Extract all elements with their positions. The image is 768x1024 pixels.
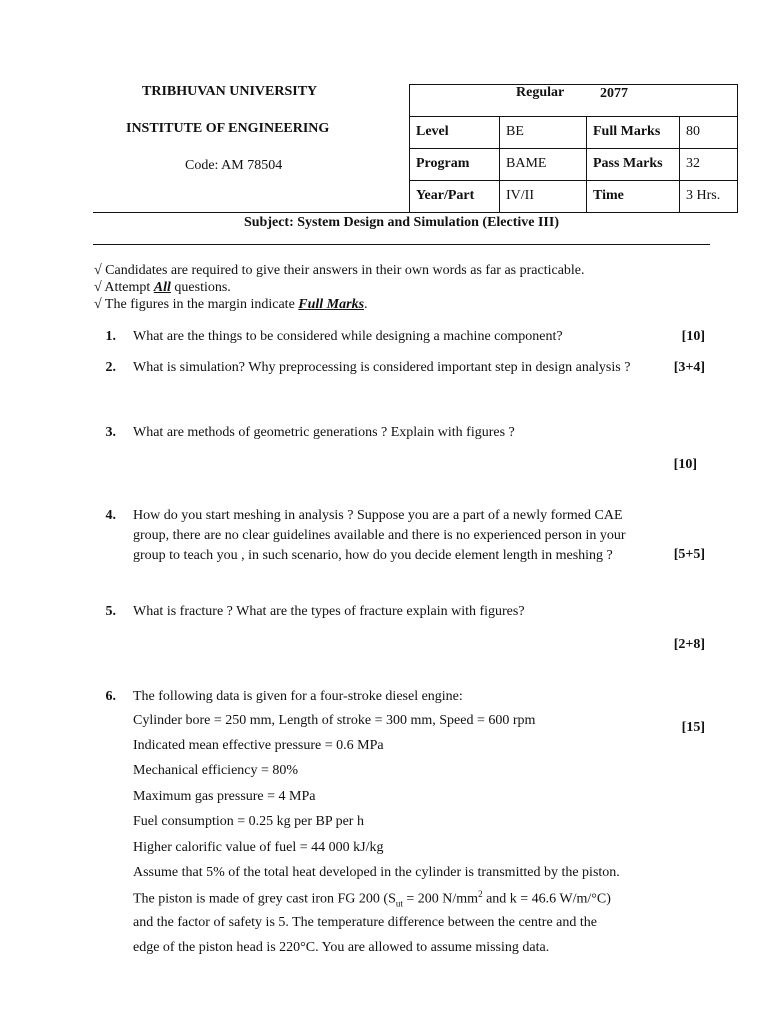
table-cell-value: 3 Hrs. xyxy=(679,181,737,213)
question-marks: [15] xyxy=(681,720,705,735)
table-cell-label: Program xyxy=(416,156,470,171)
subject-code: Code: AM 78504 xyxy=(185,158,283,173)
instruction-text: . xyxy=(364,297,368,312)
table-cell-label: Year/Part xyxy=(416,188,475,203)
exam-info-table xyxy=(409,84,738,213)
question-text: What is simulation? Why preprocessing is considered important step in design analysis ? xyxy=(133,360,631,375)
question-marks: [10] xyxy=(673,457,697,472)
instruction-line xyxy=(94,279,231,296)
question-marks: [2+8] xyxy=(673,637,705,652)
data-line: Mechanical efficiency = 80% xyxy=(133,763,299,778)
question-text: How do you start meshing in analysis ? Suppose you are a part of a newly formed CAE group, there are no clear guidelines available and there is no experienced person in your group to teach you , in such scenario, how do you decide element length in meshing ? xyxy=(133,508,626,563)
question-marks: [10] xyxy=(681,329,705,344)
paragraph-line xyxy=(133,889,611,908)
paragraph-line: edge of the piston head is 220°C. You are allowed to assume missing data. xyxy=(133,940,550,955)
table-row-program xyxy=(410,148,737,181)
table-cell-value: 32 xyxy=(679,149,737,181)
table-cell-value: IV/II xyxy=(499,181,586,213)
table-cell-label: Pass Marks xyxy=(586,149,679,181)
subscript: ut xyxy=(395,898,403,909)
subject-title: Subject: System Design and Simulation (Elective III) xyxy=(243,215,559,230)
exam-type: Regular xyxy=(516,85,565,100)
data-line: Cylinder bore = 250 mm, Length of stroke = 300 mm, Speed = 600 rpm xyxy=(133,713,536,728)
instruction-emphasis: Full Marks xyxy=(298,297,365,312)
instruction-line: √ Candidates are required to give their answers in their own words as far as practicable. xyxy=(94,263,585,278)
question-marks: [5+5] xyxy=(673,547,705,562)
question-text: What are methods of geometric generations ? Explain with figures ? xyxy=(133,425,515,440)
table-cell-label: Level xyxy=(416,124,449,139)
instruction-emphasis: All xyxy=(153,280,171,295)
question-number: 1. xyxy=(105,329,116,344)
question-number: 4. xyxy=(105,508,116,523)
data-line: Higher calorific value of fuel = 44 000 kJ/kg xyxy=(133,840,384,855)
paragraph-line: and the factor of safety is 5. The temperature difference between the centre and the xyxy=(133,915,597,930)
question-number: 6. xyxy=(105,689,116,704)
instruction-line xyxy=(94,296,368,313)
divider xyxy=(93,212,710,213)
table-cell-label: Full Marks xyxy=(586,117,679,149)
paragraph-line: Assume that 5% of the total heat developed in the cylinder is transmitted by the piston. xyxy=(133,865,620,880)
question-number: 5. xyxy=(105,604,116,619)
table-cell-value: BE xyxy=(499,117,586,149)
table-row-level xyxy=(410,116,737,149)
table-row-year xyxy=(410,180,737,213)
table-cell-value: 80 xyxy=(679,117,737,149)
question-text: The following data is given for a four-stroke diesel engine: xyxy=(133,689,463,704)
exam-year: 2077 xyxy=(600,86,628,101)
instruction-text: questions. xyxy=(170,280,231,295)
paragraph-text: The piston is made of grey cast iron FG 200 (S xyxy=(133,891,396,907)
superscript: 2 xyxy=(478,889,483,899)
data-line: Fuel consumption = 0.25 kg per BP per h xyxy=(133,814,364,829)
question-number: 3. xyxy=(105,425,116,440)
question-number: 2. xyxy=(105,360,116,375)
instruction-text: √ Attempt xyxy=(94,280,154,295)
paragraph-text: and k = 46.6 W/m/°C) xyxy=(482,891,611,907)
question-text: What are the things to be considered while designing a machine component? xyxy=(133,329,563,344)
data-line: Maximum gas pressure = 4 MPa xyxy=(133,789,316,804)
table-cell-label: Time xyxy=(586,181,679,213)
university-name: TRIBHUVAN UNIVERSITY xyxy=(142,84,318,99)
institute-name: INSTITUTE OF ENGINEERING xyxy=(126,121,330,136)
table-cell-value: BAME xyxy=(499,149,586,181)
divider xyxy=(93,244,710,245)
data-line: Indicated mean effective pressure = 0.6 MPa xyxy=(133,738,384,753)
paragraph-text: = 200 N/mm xyxy=(402,891,479,907)
question-marks: [3+4] xyxy=(673,360,705,375)
instruction-text: √ The figures in the margin indicate xyxy=(94,297,299,312)
question-text: What is fracture ? What are the types of fracture explain with figures? xyxy=(133,604,525,619)
